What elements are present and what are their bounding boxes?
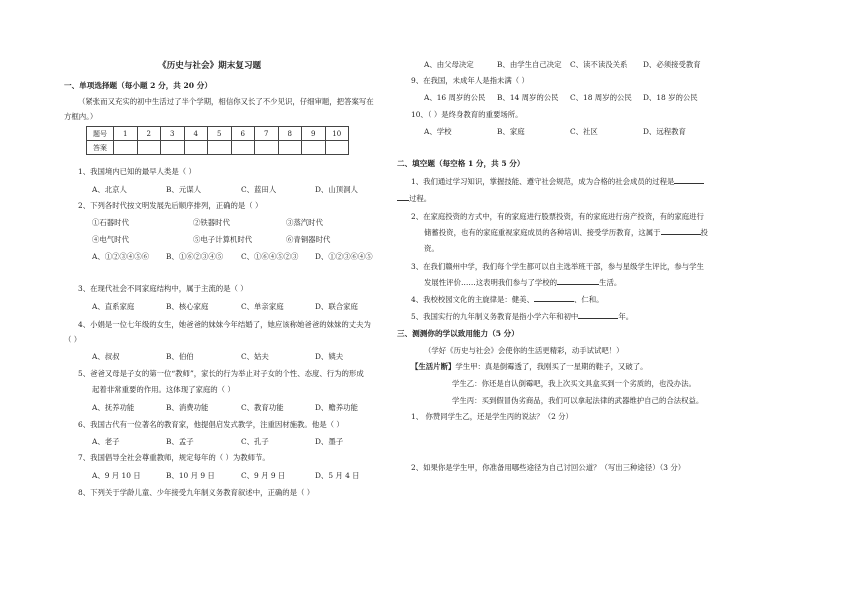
question-4-stem: 4、小娟是一位七年级的女生，她爸爸的妹妹今年结婚了，她应该称她爸爸的妹妹的丈夫为 xyxy=(78,320,371,329)
answer-cell[interactable] xyxy=(255,141,279,155)
q5-option-d: D、赡养功能 xyxy=(315,403,358,412)
answer-cell[interactable] xyxy=(208,141,232,155)
question-5-stem: 5、爸爸又母是子女的第一位“教师”，家长的行为举止对子女的个性、态度、行为的形成 xyxy=(78,369,364,378)
fill-q4-text: 4、我校校园文化的主旋律是：健美、 xyxy=(411,295,534,304)
table-header-cell: 答案 xyxy=(87,141,114,155)
fill-blank[interactable] xyxy=(534,301,574,302)
scene-label: 【生活片断】 xyxy=(411,362,456,371)
q6-option-a: A、老子 xyxy=(92,437,120,446)
section-1-heading: 一、单项选择题（每小题 2 分，共 20 分） xyxy=(64,81,212,90)
q2-item-5: ⑤电子计算机时代 xyxy=(193,235,253,244)
fill-q2-text: 储蓄投资，也有的家庭重视家庭成员的各种培训、接受学历教育，这属于 xyxy=(424,228,661,237)
fill-q2-line1: 2、在家庭投资的方式中，有的家庭进行股票投资，有的家庭进行房产投资，有的家庭进行 xyxy=(411,212,704,221)
q2-item-2: ②铁器时代 xyxy=(193,218,230,227)
table-row xyxy=(87,127,349,141)
scene-line-b: 学生乙：你还是自认倒霉吧，我上次买文具盒买到一个劣质的，也没办法。 xyxy=(452,379,696,388)
q3-option-b: B、核心家庭 xyxy=(166,302,209,311)
q5-option-c: C、教育功能 xyxy=(241,403,284,412)
table-cell: 10 xyxy=(325,127,349,141)
q4-option-b: B、伯伯 xyxy=(166,352,194,361)
question-7-stem: 7、我国倡导全社会尊重教师，规定每年的（ ）为教师节。 xyxy=(78,453,270,462)
answer-cell[interactable] xyxy=(278,141,302,155)
page-title: 《历史与社会》期末复习题 xyxy=(158,61,262,71)
section-2-heading: 二、填空题（每空格 1 分，共 5 分） xyxy=(397,159,525,168)
fill-q5-text-end: 年。 xyxy=(618,312,634,321)
fill-q3-line2 xyxy=(424,277,621,288)
q1-option-c: C、蓝田人 xyxy=(241,185,277,194)
fill-q5-line xyxy=(411,311,633,322)
section-3-question-1: 1、 你赞同学生乙，还是学生丙的说法？（2 分） xyxy=(411,412,573,421)
q2-item-1: ①石器时代 xyxy=(92,218,129,227)
scene-line-a xyxy=(411,361,648,372)
answer-cell[interactable] xyxy=(184,141,208,155)
q7-option-a: A、9 月 10 日 xyxy=(92,471,141,480)
table-cell: 2 xyxy=(137,127,161,141)
table-cell: 4 xyxy=(184,127,208,141)
table-cell: 1 xyxy=(114,127,138,141)
fill-q3-text: 发展性评价……这表明我们参与了学校的 xyxy=(424,278,558,287)
q7-option-c: C、9 月 9 日 xyxy=(241,471,286,480)
q8-option-b: B、由学生自己决定 xyxy=(497,60,562,69)
question-4-stem-cont: （ ） xyxy=(64,335,82,344)
q10-option-d: D、远程教育 xyxy=(643,127,686,136)
q4-option-a: A、叔叔 xyxy=(92,352,120,361)
q2-item-3: ③蒸汽时代 xyxy=(286,218,323,227)
fill-blank[interactable] xyxy=(661,234,701,235)
question-6-stem: 6、我国古代有一位著名的教育家，他提倡启发式教学，注重因材施教。他是（ ） xyxy=(78,420,344,429)
section-1-intro-line2: 方框内。） xyxy=(64,112,98,121)
q2-item-6: ⑥青铜器时代 xyxy=(286,235,331,244)
answer-cell[interactable] xyxy=(161,141,185,155)
q4-option-d: D、姨夫 xyxy=(315,352,344,361)
question-10-stem: 10、（ ）是终身教育的重要场所。 xyxy=(411,110,523,119)
fill-q2-line2 xyxy=(424,227,708,238)
fill-blank[interactable] xyxy=(397,200,409,201)
table-cell: 6 xyxy=(231,127,255,141)
q3-option-a: A、直系家庭 xyxy=(92,302,135,311)
scene-line-c: 学生丙：买到假冒伪劣商品，我们可以拿起法律的武器维护自己的合法权益。 xyxy=(452,396,704,405)
answer-cell[interactable] xyxy=(231,141,255,155)
table-cell: 5 xyxy=(208,127,232,141)
fill-blank[interactable] xyxy=(557,284,599,285)
section-3-question-2: 2、如果你是学生甲，你准备用哪些途径为自己讨回公道？（写出三种途径）（3 分） xyxy=(411,463,686,472)
table-cell: 7 xyxy=(255,127,279,141)
q1-option-b: B、元谋人 xyxy=(166,185,201,194)
fill-q2-line3: 资。 xyxy=(424,244,439,253)
q8-option-a: A、由父母决定 xyxy=(424,60,474,69)
q2-option-a: A、①②③④⑤⑥ xyxy=(92,252,150,261)
section-3-heading: 三、测测你的学以致用能力（5 分） xyxy=(397,329,519,338)
section-1-intro-line1: （紧张而又充实的初中生活过了半个学期，相信你又长了不少见识，仔细审题，把答案写在 xyxy=(78,97,374,106)
table-header-cell: 题号 xyxy=(87,127,114,141)
q10-option-b: B、家庭 xyxy=(497,127,525,136)
q6-option-b: B、孟子 xyxy=(166,437,194,446)
q2-option-c: C、①⑥④⑤②③ xyxy=(241,252,299,261)
q5-option-b: B、消费功能 xyxy=(166,403,209,412)
answer-table xyxy=(86,126,349,155)
table-cell: 8 xyxy=(278,127,302,141)
q9-option-d: D、18 岁的公民 xyxy=(643,93,698,102)
q8-option-c: C、读不读没关系 xyxy=(570,60,628,69)
fill-q1-text: 1、我们通过学习知识，掌握技能、遵守社会规范，成为合格的社会成员的过程是 xyxy=(411,177,675,186)
q9-option-b: B、14 周岁的公民 xyxy=(497,93,559,102)
q5-option-a: A、抚养功能 xyxy=(92,403,135,412)
answer-cell[interactable] xyxy=(114,141,138,155)
answer-cell[interactable] xyxy=(137,141,161,155)
question-3-stem: 3、在现代社会不同家庭结构中，属于主流的是（ ） xyxy=(78,284,248,293)
q6-option-d: D、墨子 xyxy=(315,437,344,446)
fill-q4-line xyxy=(411,294,604,305)
fill-q4-text-end: 、仁和。 xyxy=(573,295,604,304)
q9-option-a: A、16 周岁的公民 xyxy=(424,93,486,102)
fill-q3-text-end: 生活。 xyxy=(599,278,622,287)
q3-option-d: D、联合家庭 xyxy=(315,302,358,311)
q1-option-d: D、山顶洞人 xyxy=(315,185,358,194)
table-row xyxy=(87,141,349,155)
q10-option-c: C、社区 xyxy=(570,127,598,136)
question-2-stem: 2、下列各时代按文明发展先后顺序排列，正确的是（ ） xyxy=(78,201,263,210)
q2-option-d: D、①②③⑥④⑤ xyxy=(315,252,373,261)
table-cell: 3 xyxy=(161,127,185,141)
fill-blank[interactable] xyxy=(674,183,704,184)
question-9-stem: 9、在我国，未成年人是指未满（ ） xyxy=(411,76,529,85)
q8-option-d: D、必须接受教育 xyxy=(643,60,701,69)
q6-option-c: C、孔子 xyxy=(241,437,269,446)
question-5-stem-cont: 起着非常重要的作用。这体现了家庭的（ ） xyxy=(92,385,235,394)
fill-q1-line1 xyxy=(411,176,704,187)
fill-q5-text: 5、我国实行的九年制义务教育是指小学六年和初中 xyxy=(411,312,579,321)
question-8-stem: 8、下列关于学龄儿童、少年接受九年制义务教育叙述中，正确的是（ ） xyxy=(78,488,315,497)
fill-blank[interactable] xyxy=(578,318,618,319)
q7-option-d: D、5 月 4 日 xyxy=(315,471,360,480)
q10-option-a: A、学校 xyxy=(424,127,452,136)
section-3-intro: （学好《历史与社会》会使你的生活更精彩，动手试试吧！） xyxy=(424,346,624,355)
q7-option-b: B、10 月 9 日 xyxy=(166,471,215,480)
fill-q3-line1: 3、在我们赣州中学，我们每个学生都可以自主选举班干部，参与星级学生评比，参与学生 xyxy=(411,262,704,271)
q2-item-4: ④电气时代 xyxy=(92,235,129,244)
q1-option-a: A、北京人 xyxy=(92,185,127,194)
question-1-stem: 1、我国境内已知的最早人类是（ ） xyxy=(78,167,196,176)
q3-option-c: C、单亲家庭 xyxy=(241,302,284,311)
scene-text-a: 学生甲：真是倒霉透了，我刚买了一星期的鞋子，又破了。 xyxy=(455,362,648,371)
fill-q2-text-end: 投 xyxy=(700,228,708,237)
answer-cell[interactable] xyxy=(302,141,326,155)
fill-q1-text-end: 过程。 xyxy=(409,194,432,203)
q9-option-c: C、18 周岁的公民 xyxy=(570,93,632,102)
answer-cell[interactable] xyxy=(325,141,349,155)
q2-option-b: B、①⑥②③④⑤ xyxy=(166,252,224,261)
table-cell: 9 xyxy=(302,127,326,141)
q4-option-c: C、姑夫 xyxy=(241,352,269,361)
fill-q1-line2 xyxy=(397,193,431,204)
